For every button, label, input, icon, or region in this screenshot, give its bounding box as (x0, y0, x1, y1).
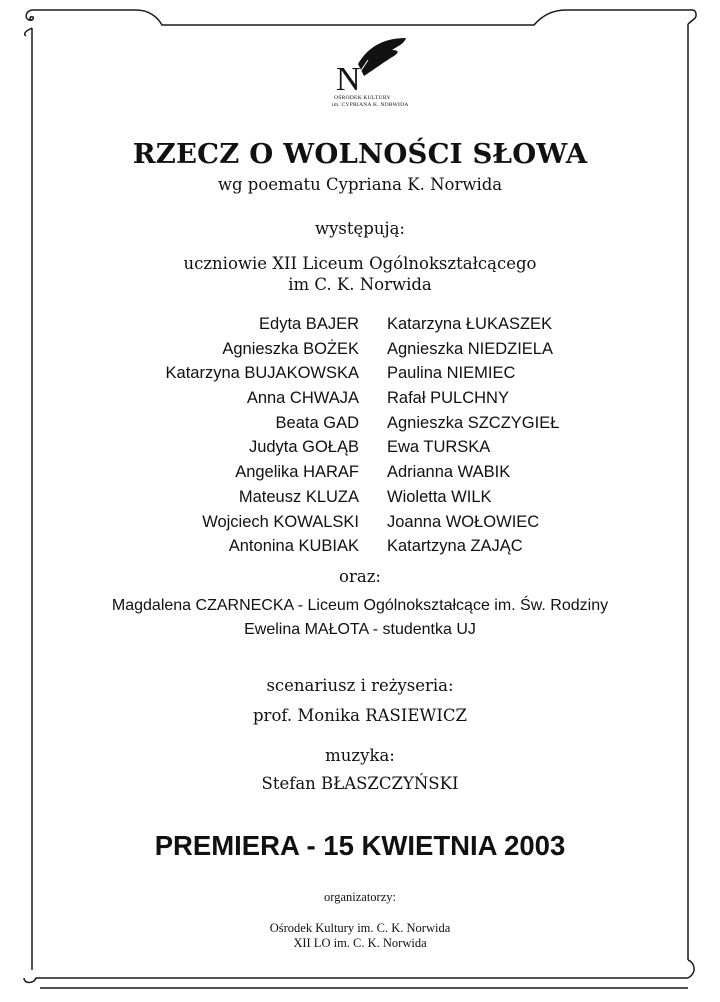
cast-member: Edyta BAJER (259, 315, 359, 333)
cast-member: Mateusz KLUZA (238, 487, 359, 506)
cast-member: Rafał PULCHNY (387, 389, 509, 408)
cast-member: Katarzyna ŁUKASZEK (387, 315, 553, 333)
school-line-1: uczniowie XII Liceum Ogólnokształcącego (183, 254, 537, 273)
cast-member: Agnieszka NIEDZIELA (387, 339, 553, 358)
play-title: RZECZ O WOLNOŚCI SŁOWA (132, 138, 588, 170)
cast-member: Judyta GOŁĄB (248, 438, 359, 457)
cast-member: Katarzyna BUJAKOWSKA (165, 364, 359, 383)
performers-heading: występują: (314, 219, 405, 238)
quill-letter-n-icon (332, 36, 412, 94)
cast-member: Antonina KUBIAK (228, 537, 359, 556)
cast-member: Paulina NIEMIEC (387, 364, 516, 383)
cast-member: Angelika HARAF (235, 463, 359, 482)
cast-member: Katartzyna ZAJĄC (387, 537, 523, 556)
cast-member: Wojciech KOWALSKI (202, 512, 359, 531)
cast-list-left (80, 312, 359, 559)
direction-heading: scenariusz i reżyseria: (266, 676, 454, 695)
premiere-date: PREMIERA - 15 KWIETNIA 2003 (154, 830, 566, 861)
cast-member: Joanna WOŁOWIEC (387, 512, 540, 531)
organizers-heading: organizatorzy: (324, 890, 396, 904)
logo-text-line2: im. CYPRIANA K. NORWIDA (332, 102, 409, 108)
cultural-centre-logo (332, 36, 412, 110)
cast-member: Anna CHWAJA (246, 389, 359, 408)
school-line-2: im C. K. Norwida (288, 275, 432, 294)
organizer-1: Ośrodek Kultury im. C. K. Norwida (269, 921, 451, 935)
cast-member: Agnieszka BOŻEK (222, 339, 359, 358)
also-line-1: Magdalena CZARNECKA - Liceum Ogólnokształcące im. Św. Rodziny (111, 597, 609, 614)
director-name: prof. Monika RASIEWICZ (253, 706, 467, 725)
play-subtitle: wg poematu Cypriana K. Norwida (217, 175, 503, 194)
logo-text-line1: OŚRODEK KULTURY (334, 95, 391, 101)
logo-letter-n: N (336, 61, 361, 94)
cast-member: Adrianna WABIK (387, 463, 511, 482)
cast-member: Wioletta WILK (387, 487, 492, 506)
cast-list-right (387, 312, 687, 559)
composer-name: Stefan BŁASZCZYŃSKI (261, 774, 459, 793)
cast-member: Ewa TURSKA (387, 438, 491, 457)
cast-member: Agnieszka SZCZYGIEŁ (387, 413, 560, 432)
organizer-2: XII LO im. C. K. Norwida (293, 936, 427, 950)
also-heading: oraz: (339, 567, 381, 586)
also-line-2: Ewelina MAŁOTA - studentka UJ (244, 621, 476, 638)
music-heading: muzyka: (325, 746, 395, 765)
cast-member: Beata GAD (275, 413, 359, 432)
